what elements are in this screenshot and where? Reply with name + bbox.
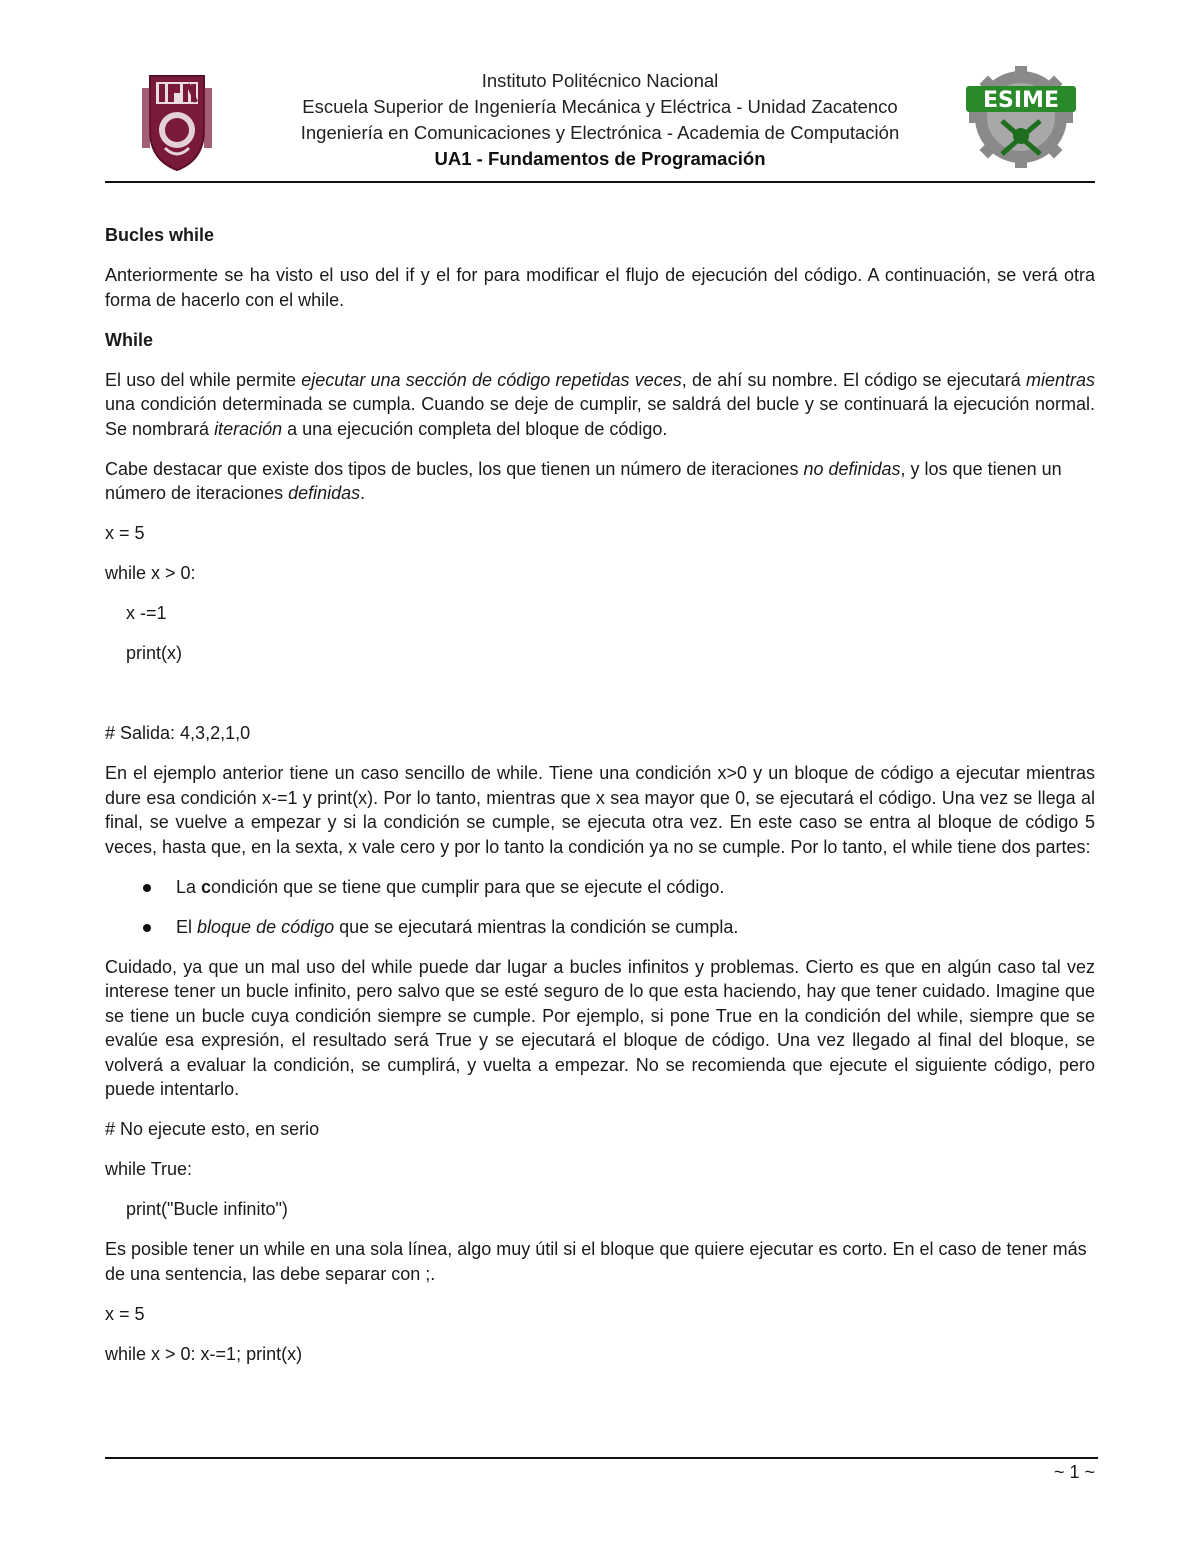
code-line: while True:: [105, 1159, 193, 1179]
section-intro: Anteriormente se ha visto el uso del if y el for para modificar el flujo de ejecución del código. A continuación, se verá otra forma de hacerlo con el while.: [105, 265, 1095, 310]
code-line: print(x): [126, 643, 183, 663]
subsection-title: While: [105, 329, 153, 350]
emphasis-text: definidas: [288, 483, 361, 503]
bullet-icon: [143, 924, 151, 932]
text-run: , y los que tienen un número de iteraciones: [105, 458, 1062, 503]
document-body: [105, 223, 1095, 1382]
code-line: x = 5: [105, 1303, 145, 1324]
program-name: Ingeniería en Comunicaciones y Electrónica - Academia de Computación: [300, 122, 900, 143]
code-comment: # No ejecute esto, en serio: [105, 1119, 320, 1139]
school-name: Escuela Superior de Ingeniería Mecánica y Eléctrica - Unidad Zacatenco: [302, 96, 898, 117]
text-run: que se ejecutará mientras la condición se cumpla.: [334, 916, 739, 937]
text-run: .: [360, 483, 366, 503]
code-line: x = 5: [105, 523, 145, 543]
text-run: , de ahí su nombre. El código se ejecutará: [681, 369, 1026, 390]
while-parts-list: [105, 875, 1095, 940]
text-run: a una ejecución completa del bloque de código.: [282, 418, 668, 439]
emphasis-text: mientras: [1025, 369, 1096, 390]
bullet-icon: [143, 884, 151, 892]
text-run: ondición que se tiene que cumplir para que se ejecute el código.: [211, 876, 725, 897]
text-run: Cabe destacar que existe dos tipos de bucles, los que tienen un número de iteraciones: [105, 458, 804, 479]
one-line-while-paragraph: Es posible tener un while en una sola línea, algo muy útil si el bloque que quiere ejecutar es corto. En el caso de tener más de una sentencia, las debe separar con ;.: [105, 1239, 1087, 1284]
footer-divider: [105, 1457, 1098, 1459]
list-item: [105, 915, 1095, 940]
text-run: El uso del while permite: [105, 369, 302, 390]
course-title: UA1 - Fundamentos de Programación: [434, 148, 766, 169]
page-number: ~ 1 ~: [1053, 1462, 1095, 1482]
text-run: una condición determinada se cumpla. Cuando se deje de cumplir, se saldrá del bucle y se continuará la ejecución normal. Se nombrará: [105, 394, 1095, 439]
code-line: while x > 0: x-=1; print(x): [105, 1343, 303, 1364]
esime-logo-graphic: [962, 66, 1080, 168]
esime-logo-text: ESIME: [983, 88, 1059, 113]
emphasis-text: bloque de código: [197, 916, 335, 937]
section-title: Bucles while: [105, 225, 215, 245]
list-item: [105, 875, 1095, 900]
text-run: La: [176, 876, 202, 897]
document-header: [200, 68, 1000, 172]
code-line: while x > 0:: [105, 563, 196, 583]
header-divider: [105, 181, 1095, 183]
emphasis-text: no definidas: [803, 458, 901, 479]
emphasis-text: ejecutar una sección de código repetidas veces: [301, 369, 682, 390]
example-explanation: En el ejemplo anterior tiene un caso sencillo de while. Tiene una condición x>0 y un bloque de código a ejecutar mientras dure esa condición x-=1 y print(x). Por lo tanto, mientras que x sea mayor que 0, se ejecutará el código. Una vez se llega al final, se vuelve a empezar y si la condición se cumple, se ejecuta otra vez. En este caso se entra al bloque de código 5 veces, hasta que, en la sexta, x vale cero y por lo tanto la condición ya no se cumple. Por lo tanto, el while tiene dos partes:: [105, 763, 1095, 857]
text-run: El: [176, 916, 198, 937]
emphasis-text: iteración: [214, 418, 283, 439]
institution-name: Instituto Politécnico Nacional: [481, 70, 719, 91]
spacer: [105, 681, 1095, 721]
bold-text: c: [201, 876, 212, 897]
code-line: print("Bucle infinito"): [126, 1199, 288, 1219]
code-line: x -=1: [126, 603, 167, 623]
loop-types-paragraph: [105, 457, 1095, 506]
code-output-comment: # Salida: 4,3,2,1,0: [105, 723, 251, 743]
infinite-loop-warning: Cuidado, ya que un mal uso del while puede dar lugar a bucles infinitos y problemas. Cierto es que en algún caso tal vez interese tener un bucle infinito, pero salvo que se esté seguro de lo que esta haciendo, hay que tener cuidado. Imagine que se tiene un bucle cuya condición siempre se cumple. Por ejemplo, si pone True en la condición del while, siempre que se evalúe esa expresión, el resultado será True y se ejecutará el bloque de código. Una vez llegado al final del bloque, se volverá a evaluar la condición, se cumplirá, y vuelta a empezar. No se recomienda que ejecute el siguiente código, pero puede intentarlo.: [105, 956, 1095, 1099]
while-description: [105, 368, 1095, 442]
esime-logo: [962, 66, 1080, 168]
